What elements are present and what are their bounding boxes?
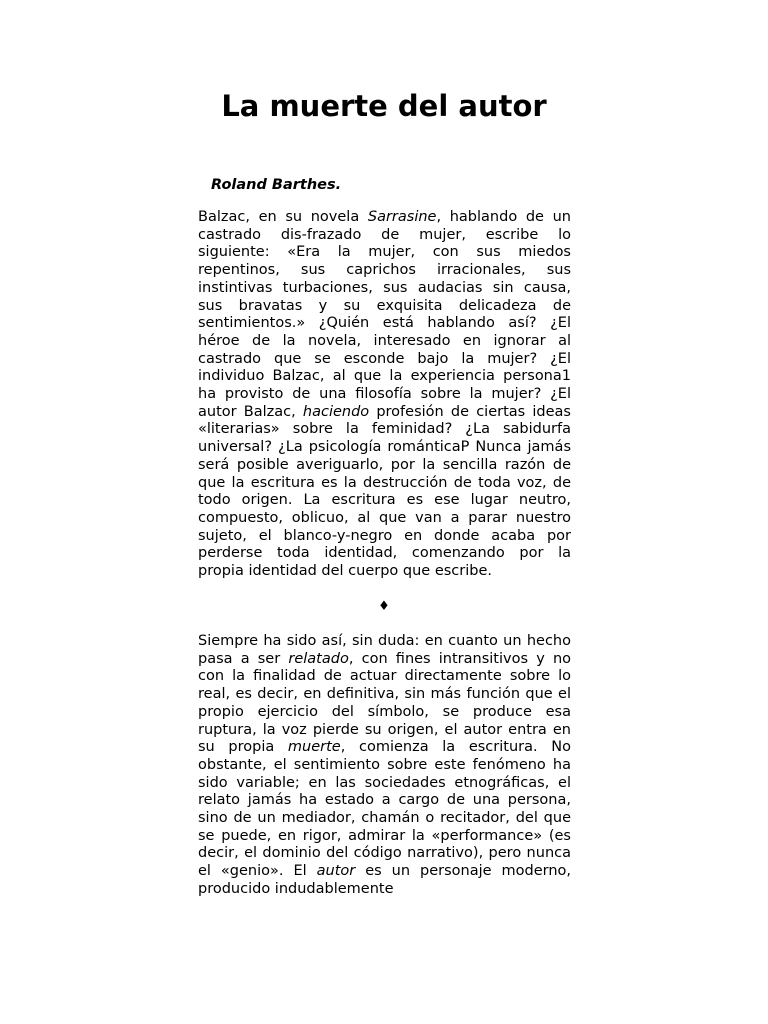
author-name: Roland Barthes. <box>211 177 342 193</box>
document-title: La muerte del autor <box>221 89 547 123</box>
text-run: profesión de ciertas ideas «literarias» sobre la feminidad? ¿La sabidurfa universal? ¿La psicología románticaP Nunca jamás será posible averiguarlo, por la sencilla razón de que la escritura es la destrucción de toda voz, de todo origen. La escritura es ese lugar neutro, compuesto, oblicuo, al que van a parar nuestro sujeto, el blanco-y-negro en donde acaba por perderse toda identidad, comenzando por la propia identidad del cuerpo que escribe. <box>198 403 571 580</box>
text-run-italic: muerte <box>287 739 341 756</box>
text-run: , hablando de un castrado dis-frazado de mujer, escribe lo siguiente: «Era la mujer, con sus miedos repentinos, sus caprichos irracionales, sus instintivas turbaciones, sus audacias sin causa, sus bravatas y su exquisita delicadeza de sentimientos.» ¿Quién está hablando así? ¿El héroe de la novela, interesado en ignorar al castrado que se esconde bajo la mujer? ¿El individuo Balzac, al que la experiencia persona1 ha provisto de una filosofía sobre la mujer? ¿El autor Balzac, <box>198 209 571 420</box>
text-run-italic: Sarrasine <box>367 209 437 225</box>
text-run-italic: relatado <box>288 650 349 667</box>
text-run: es un personaje moderno, producido indudablemente <box>198 863 571 897</box>
text-run: , comienza la escritura. No obstante, el sentimiento sobre este fenómeno ha sido variable; en las sociedades etnográficas, el relato jamás ha estado a cargo de una persona, sino de un mediador, chamán o recitador, del que se puede, en rigor, admirar la «performance» (es decir, el dominio del código narrativo), pero nunca el «genio». El <box>198 739 571 880</box>
text-run-italic: haciendo <box>302 403 370 420</box>
text-run-italic: autor <box>316 863 356 880</box>
paragraph-2 <box>198 633 571 899</box>
text-run: , con fines intransitivos y no con la finalidad de actuar directamente sobre lo real, es decir, en definitiva, sin más función que el propio ejercicio del símbolo, se produce esa ruptura, la voz pierde su origen, el autor entra en su propia <box>198 650 572 756</box>
section-separator-diamond: ♦ <box>378 599 390 614</box>
text-run: Siempre ha sido así, sin duda: en cuanto un hecho pasa a ser <box>198 633 571 667</box>
text-run: Balzac, en su novela <box>198 209 368 225</box>
paragraph-1 <box>198 209 571 581</box>
